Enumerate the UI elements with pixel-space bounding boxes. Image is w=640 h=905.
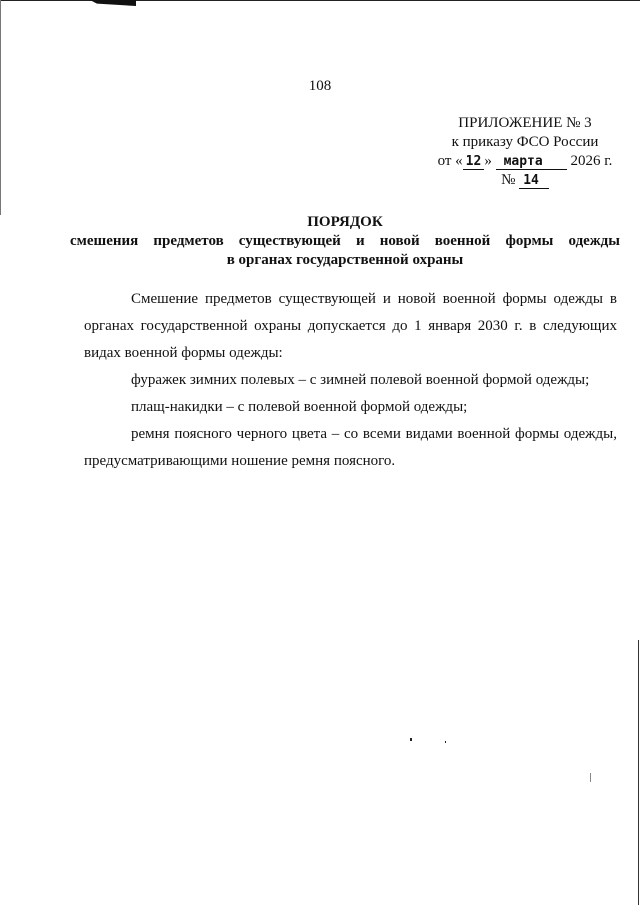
list-item: плащ-накидки – с полевой военной формой одежды; [131, 399, 468, 415]
paragraph-intro: Смешение предметов существующей и новой военной формы одежды в органах государственной охраны допускается до 1 января 2030 г. в следующих видах военной формы одежды: [84, 291, 617, 361]
date-month: марта [496, 155, 567, 170]
title-subtitle-line1: смешения предметов существующей и новой военной формы одежды [70, 233, 620, 249]
scan-edge-left [0, 0, 1, 215]
page-number: 108 [308, 78, 332, 94]
scan-speck [445, 741, 446, 743]
date-day: 12 [463, 155, 485, 170]
document-body [84, 286, 617, 475]
scan-artifact [90, 0, 136, 6]
appendix-number: № 14 [420, 171, 630, 190]
scan-speck [410, 738, 412, 741]
appendix-header [420, 114, 630, 190]
scan-speck [590, 773, 591, 782]
list-item: ремня поясного черного цвета – со всеми видами военной формы одежды, предусматривающими ношение ремня поясного. [84, 426, 617, 469]
order-number: 14 [519, 174, 549, 189]
list-item: фуражек зимних полевых – с зимней полевой военной формой одежды; [131, 372, 590, 388]
title-heading: ПОРЯДОК [307, 214, 383, 230]
document-title [70, 213, 620, 270]
appendix-label: ПРИЛОЖЕНИЕ № 3 [458, 115, 592, 131]
appendix-date: от « 12 » марта 2026 г. [437, 153, 613, 169]
appendix-order-ref: к приказу ФСО России [451, 134, 599, 150]
date-year: 2026 г. [570, 153, 613, 169]
title-subtitle-line2: в органах государственной охраны [226, 252, 464, 268]
scan-edge-right [638, 640, 639, 905]
